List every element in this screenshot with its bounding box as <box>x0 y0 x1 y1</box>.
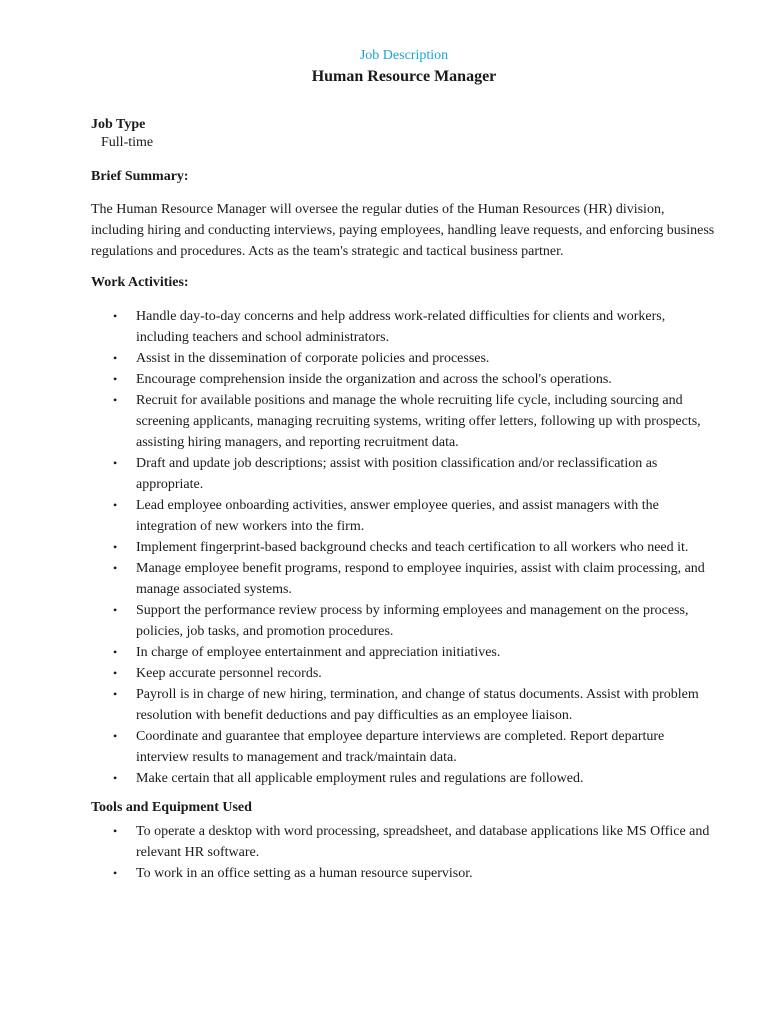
tools-heading: Tools and Equipment Used <box>91 800 252 815</box>
summary-paragraph: The Human Resource Manager will oversee the regular duties of the Human Resources (HR) division, including hiring and conducting interviews, paying employees, handling leave requests, and enforcing business regulations and procedures. Acts as the team's strategic and tactical business partner. <box>91 202 715 259</box>
bullet-icon: • <box>113 456 118 470</box>
list-item-text: In charge of employee entertainment and appreciation initiatives. <box>136 645 501 660</box>
list-item-text: Encourage comprehension inside the organization and across the school's operations. <box>136 372 612 387</box>
list-item <box>91 369 716 390</box>
list-item-text: Lead employee onboarding activities, answer employee queries, and assist managers with the integration of new workers into the firm. <box>136 498 659 534</box>
bullet-icon: • <box>113 351 118 365</box>
bullet-icon: • <box>113 309 118 323</box>
list-item <box>91 495 716 537</box>
document-title: Human Resource Manager <box>311 68 497 85</box>
bullet-icon: • <box>113 729 118 743</box>
bullet-icon: • <box>113 498 118 512</box>
list-item <box>91 348 716 369</box>
list-item <box>91 537 716 558</box>
bullet-icon: • <box>113 771 118 785</box>
bullet-icon: • <box>113 866 118 880</box>
bullet-icon: • <box>113 540 118 554</box>
list-item-text: Recruit for available positions and manage the whole recruiting life cycle, including sourcing and screening applicants, managing recruiting systems, writing offer letters, following up with prospects, assisting hiring managers, and reporting recruitment data. <box>136 393 701 450</box>
bullet-icon: • <box>113 393 118 407</box>
bullet-icon: • <box>113 645 118 659</box>
bullet-icon: • <box>113 372 118 386</box>
list-item-text: Draft and update job descriptions; assist with position classification and/or reclassification as appropriate. <box>136 456 658 492</box>
bullet-icon: • <box>113 824 118 838</box>
list-item <box>91 642 716 663</box>
bullet-icon: • <box>113 561 118 575</box>
list-item <box>91 663 716 684</box>
list-item <box>91 453 716 495</box>
list-item <box>91 768 716 789</box>
list-item-text: To work in an office setting as a human resource supervisor. <box>136 866 473 881</box>
list-item-text: Handle day-to-day concerns and help address work-related difficulties for clients and workers, including teachers and school administrators. <box>136 309 666 345</box>
list-item-text: Coordinate and guarantee that employee departure interviews are completed. Report departure interview results to management and track/maintain data. <box>136 729 665 765</box>
list-item-text: Make certain that all applicable employment rules and regulations are followed. <box>136 771 584 786</box>
work-activities-heading: Work Activities: <box>91 275 189 290</box>
list-item-text: Implement fingerprint-based background checks and teach certification to all workers who need it. <box>136 540 689 555</box>
list-item-text: Keep accurate personnel records. <box>136 666 322 681</box>
list-item-text: Support the performance review process by informing employees and management on the process, policies, job tasks, and promotion procedures. <box>136 603 689 639</box>
bullet-icon: • <box>113 666 118 680</box>
summary-heading: Brief Summary: <box>91 169 189 184</box>
bullet-icon: • <box>113 687 118 701</box>
list-item-text: To operate a desktop with word processing, spreadsheet, and database applications like MS Office and relevant HR software. <box>136 824 710 860</box>
list-item <box>91 390 716 453</box>
document-label: Job Description <box>359 48 449 63</box>
list-item <box>91 306 716 348</box>
list-item <box>91 684 716 726</box>
list-item <box>91 558 716 600</box>
job-type-value: Full-time <box>101 135 154 150</box>
list-item <box>91 863 716 884</box>
list-item <box>91 821 716 863</box>
list-item <box>91 600 716 642</box>
list-item-text: Payroll is in charge of new hiring, termination, and change of status documents. Assist with problem resolution with benefit deductions and pay difficulties as an employee liaison. <box>136 687 699 723</box>
work-activities-list <box>91 306 708 789</box>
bullet-icon: • <box>113 603 118 617</box>
list-item <box>91 726 716 768</box>
job-type-heading: Job Type <box>91 117 146 132</box>
list-item-text: Manage employee benefit programs, respond to employee inquiries, assist with claim processing, and manage associated systems. <box>136 561 705 597</box>
tools-list <box>91 821 708 884</box>
list-item-text: Assist in the dissemination of corporate policies and processes. <box>136 351 490 366</box>
